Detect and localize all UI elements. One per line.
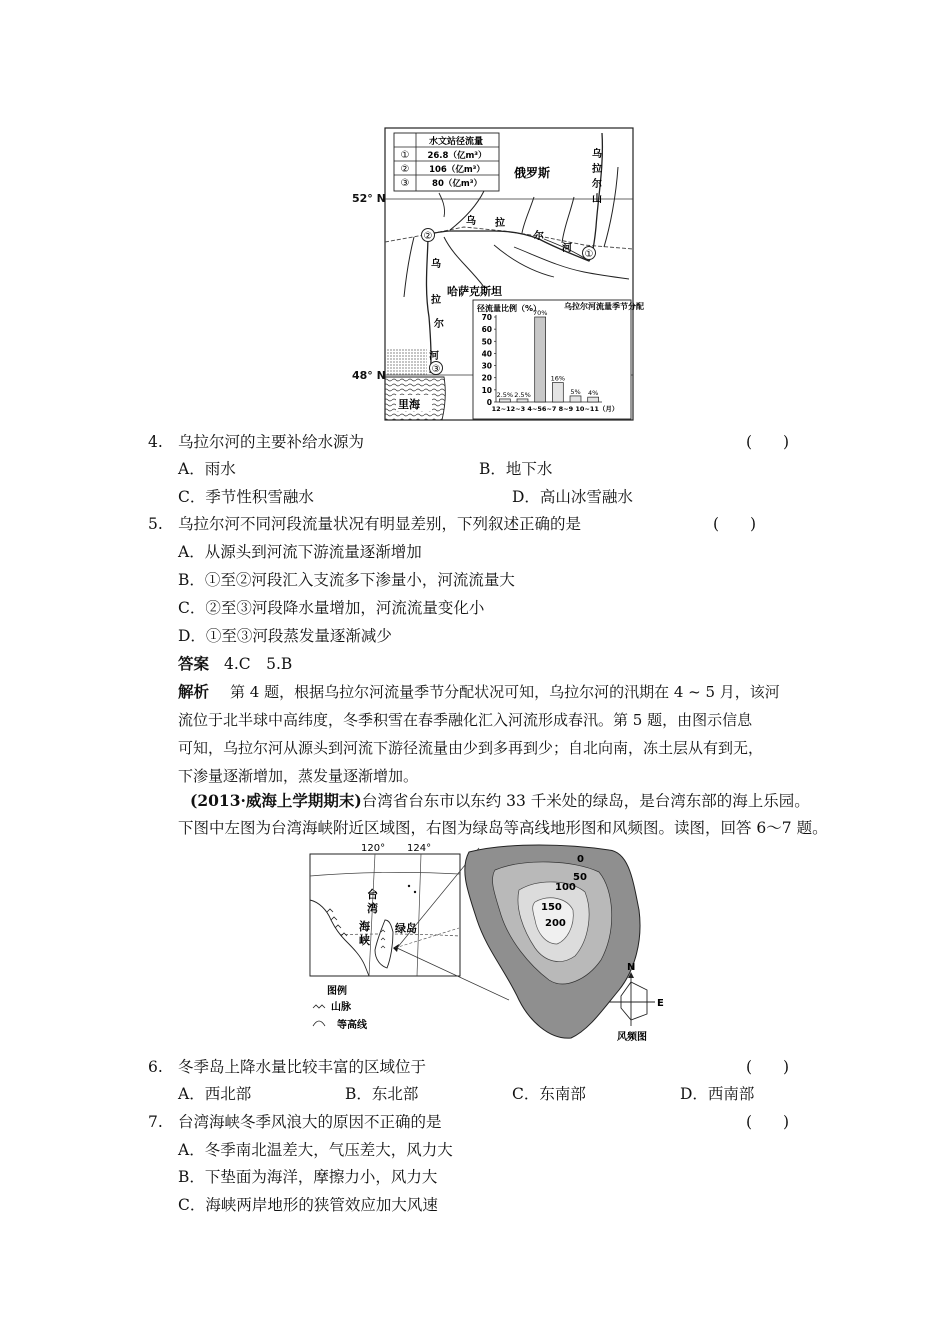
q6-option-d[interactable]: D．西南部 (680, 1085, 755, 1103)
intro-line-2: 下图中左图为台湾海峡附近区域图，右图为绿岛等高线地形图和风频图。读图，回答 6～7 题。 (178, 819, 828, 837)
chart-bar-value-label: 2.5% (496, 390, 514, 399)
table-value-3: 80（亿m³） (432, 179, 482, 189)
table-station-1: ① (400, 150, 410, 161)
contour-50: 50 (573, 872, 587, 883)
analysis-label: 解析 (178, 682, 210, 701)
station-2-label: ② (423, 231, 433, 242)
table-station-2: ② (400, 164, 410, 175)
q7-option-c[interactable]: C．海峡两岸地形的狭管效应加大风速 (178, 1196, 438, 1214)
q7-option-a[interactable]: A．冬季南北温差大，气压差大，风力大 (178, 1141, 453, 1159)
q6-option-a[interactable]: A．西北部 (178, 1085, 252, 1103)
chart-y-tick-label: 60 (481, 325, 492, 335)
chart-bar-value-label: 4% (588, 389, 599, 398)
q5-option-b[interactable]: B．①至②河段汇入支流多下渗量小，河流流量大 (178, 571, 515, 589)
river-lower-3: 尔 (434, 319, 444, 330)
table-value-1: 26.8（亿m³） (427, 151, 487, 161)
chart-y-tick-label: 0 (486, 398, 492, 407)
strait-char-2: 湾 (367, 902, 378, 915)
table-header: 水文站径流量 (428, 137, 484, 147)
chart-y-tick-label: 50 (481, 337, 492, 347)
q4-option-a[interactable]: A．雨水 (178, 460, 236, 478)
taiwan-green-island-map (309, 840, 669, 1045)
station-3-label: ③ (431, 364, 441, 375)
analysis-line-2: 流位于北半球中高纬度，冬季积雪在春季融化汇入河流形成春汛。第 5 题，由图示信息 (178, 711, 753, 729)
analysis-line-4: 下渗量逐渐增加，蒸发量逐渐增加。 (178, 767, 419, 785)
chart-ylabel: 径流量比例（%） (477, 304, 542, 313)
answer-text: 4.C 5.B (224, 655, 293, 673)
contour-0: 0 (577, 854, 584, 865)
river-upper-4: 河 (562, 243, 572, 254)
intro-line-1 (190, 791, 810, 811)
contour-100: 100 (555, 882, 576, 893)
q5-option-c[interactable]: C．②至③河段降水量增加，河流流量变化小 (178, 599, 485, 617)
q5-answer-bracket[interactable]: ( ) (713, 515, 757, 533)
q4-answer-bracket[interactable]: ( ) (746, 433, 790, 451)
chart-bar-value-label: 2.5% (514, 390, 531, 399)
strait-char-1: 台 (367, 888, 378, 901)
lon-120-label: 120° (361, 843, 386, 854)
q7-answer-bracket[interactable]: ( ) (746, 1113, 790, 1131)
chart-bar-2~3 (517, 399, 528, 402)
analysis-line-1: 第 4 题，根据乌拉尔河流量季节分配状况可知，乌拉尔河的汛期在 4 ~ 5 月，该河 (230, 683, 780, 701)
chart-bar-value-label: 70% (532, 309, 548, 317)
lat-48-label: 48° N (352, 369, 386, 382)
north-label: N (627, 962, 636, 973)
contour-150: 150 (541, 902, 562, 913)
river-lower-4: 河 (429, 351, 439, 362)
contour-200: 200 (545, 918, 566, 929)
chart-bar-value-label: 16% (550, 374, 566, 383)
q4-stem: 乌拉尔河的主要补给水源为 (178, 433, 365, 451)
strait-char-3: 海 (359, 920, 370, 933)
river-upper-3: 尔 (534, 231, 544, 242)
q5-option-a[interactable]: A．从源头到河流下游流量逐渐增加 (178, 543, 422, 561)
legend-contour: 等高线 (337, 1020, 367, 1031)
chart-y-tick-label: 10 (481, 385, 492, 395)
legend-mountain-icon (313, 1005, 325, 1008)
chart-title: 乌拉尔河流量季节分配 (564, 302, 644, 311)
legend-title: 图例 (327, 986, 347, 997)
green-island-label: 绿岛 (395, 922, 417, 935)
ural-mtn-1: 乌 (592, 149, 602, 160)
q4-number: 4. (148, 433, 163, 451)
river-lower-1: 乌 (431, 259, 441, 270)
q7-option-b[interactable]: B．下垫面为海洋，摩擦力小，风力大 (178, 1168, 438, 1186)
q6-option-b[interactable]: B．东北部 (345, 1085, 419, 1103)
chart-bar-6~7 (552, 383, 563, 402)
east-label: E (657, 998, 664, 1009)
chart-x-tick-labels: 12~12~3 4~56~7 8~9 10~11（月） (491, 405, 619, 413)
q4-option-c[interactable]: C．季节性积雪融水 (178, 488, 314, 506)
river-upper-1: 乌 (466, 216, 476, 227)
table-value-2: 106（亿m³） (429, 165, 485, 175)
station-1-label: ① (584, 249, 594, 260)
analysis-line-3: 可知，乌拉尔河从源头到河流下游径流量由少到多再到少；自北向南，冻土层从有到无， (178, 739, 764, 757)
ural-mtn-2: 拉 (592, 164, 602, 175)
chart-bar-8~9 (570, 396, 581, 402)
intro-text-1: 台湾省台东市以东约 33 千米处的绿岛，是台湾东部的海上乐园。 (361, 792, 810, 810)
q4-option-b[interactable]: B．地下水 (479, 460, 553, 478)
q5-stem: 乌拉尔河不同河段流量状况有明显差别，下列叙述正确的是 (178, 515, 582, 533)
chart-bar-10~11 (588, 397, 599, 402)
q7-number: 7. (148, 1113, 163, 1131)
lon-124-label: 124° (407, 843, 432, 854)
flow-chart (473, 300, 644, 419)
q7-stem: 台湾海峡冬季风浪大的原因不正确的是 (178, 1113, 442, 1131)
intro-source: (2013·威海上学期期末) (190, 791, 362, 810)
q4-option-d[interactable]: D．高山冰雪融水 (512, 488, 633, 506)
chart-y-tick-label: 40 (481, 349, 492, 359)
q6-option-c[interactable]: C．东南部 (512, 1085, 586, 1103)
table-station-3: ③ (400, 178, 410, 189)
legend-contour-icon (313, 1021, 325, 1026)
legend-mountain: 山脉 (331, 1002, 351, 1013)
q5-number: 5. (148, 515, 163, 533)
q6-answer-bracket[interactable]: ( ) (746, 1058, 790, 1076)
kazakhstan-label: 哈萨克斯坦 (447, 285, 502, 298)
chart-bar-value-label: 5% (570, 387, 581, 396)
chart-y-tick-label: 30 (481, 361, 492, 371)
q5-option-d[interactable]: D．①至③河段蒸发量逐渐减少 (178, 627, 392, 645)
answer-label: 答案 (178, 654, 210, 673)
ural-river-map (384, 127, 644, 421)
river-lower-2: 拉 (431, 295, 441, 306)
ural-mtn-3: 尔 (592, 179, 602, 190)
river-upper-2: 拉 (495, 218, 505, 229)
q6-stem: 冬季岛上降水量比较丰富的区域位于 (178, 1058, 427, 1076)
caspian-label: 里海 (398, 398, 420, 411)
chart-y-tick-label: 20 (481, 373, 492, 383)
lat-52-label: 52° N (352, 192, 386, 205)
chart-bar-4~5 (535, 317, 546, 402)
q6-number: 6. (148, 1058, 163, 1076)
wind-rose-label: 风频图 (617, 1032, 647, 1043)
chart-bar-12~1 (499, 399, 510, 402)
ural-mtn-4: 山 (592, 194, 602, 205)
strait-char-4: 峡 (359, 934, 370, 947)
chart-y-tick-label: 70 (481, 313, 492, 322)
russia-label: 俄罗斯 (514, 166, 551, 180)
